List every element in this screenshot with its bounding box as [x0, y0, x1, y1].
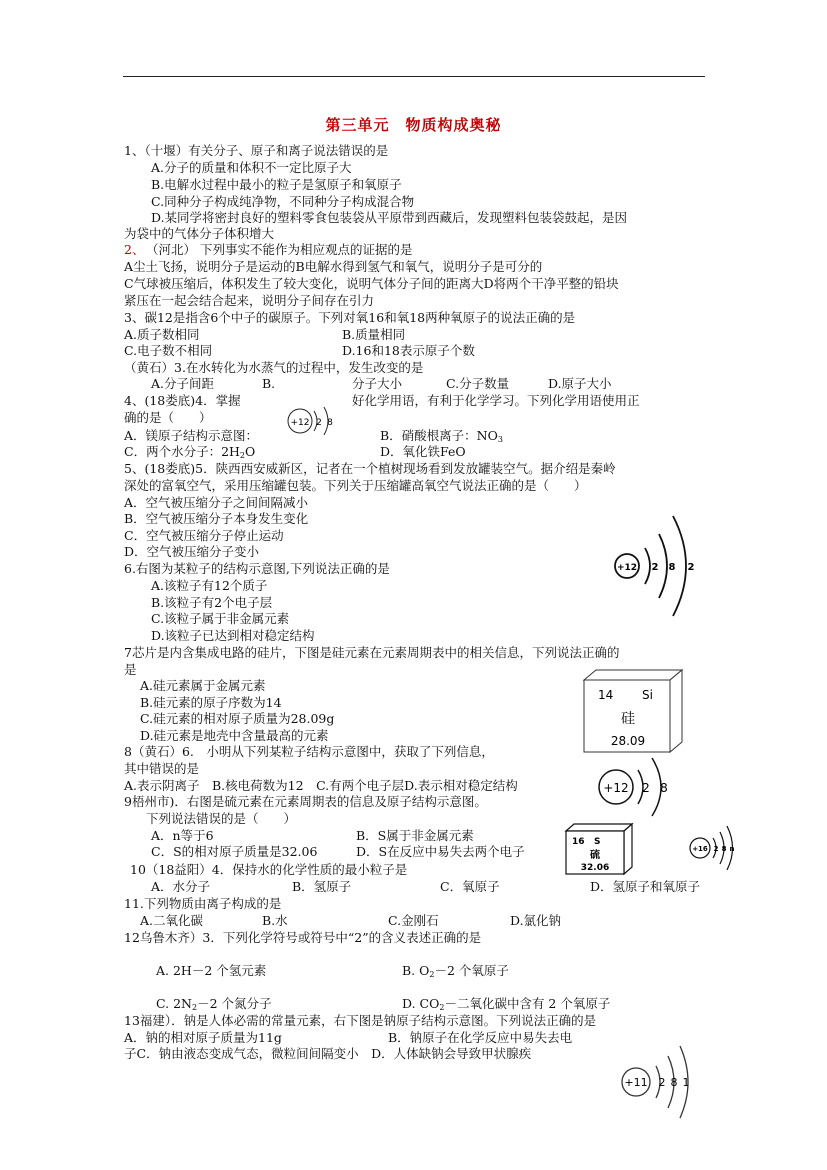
card-side-face — [624, 824, 632, 874]
question-4-end: 确的是（ ） — [124, 410, 212, 425]
nucleus-charge: +16 — [692, 845, 708, 853]
element-symbol: S — [594, 837, 601, 847]
q5-option-c: C．空气被压缩分子停止运动 — [124, 528, 284, 543]
magnesium-atom-diagram — [284, 400, 352, 444]
q12-option-c: C. $2N_2-2$ 个氮分子 — [156, 996, 272, 1012]
q4-option-c: C．两个水分子：$2H_2O$ — [124, 444, 256, 460]
q3-option-a: A.质子数相同 — [124, 327, 200, 342]
q12-option-a: A. 2H－2 个氢元素 — [156, 963, 267, 978]
card-top-face — [584, 670, 682, 680]
question-9: 9梧州市)．右图是硫元素在元素周期表的信息及原子结构示意图。 — [124, 794, 487, 809]
sulfur-atom-diagram — [688, 820, 738, 876]
q1-option-b: B.电解水过程中最小的粒子是氢原子和氧原子 — [151, 177, 402, 192]
shell-electrons: 2 — [658, 1076, 666, 1089]
question-9-cont: 下列说法错误的是（ ） — [146, 811, 297, 826]
q10-option-c: C．氧原子 — [440, 879, 500, 894]
nucleus-charge: +12 — [616, 563, 638, 573]
element-name: 硫 — [590, 850, 600, 861]
element-symbol: Si — [642, 688, 653, 702]
card-top-face — [566, 824, 632, 831]
shell-electrons: 8 — [670, 1076, 678, 1089]
q12-option-d: D. $CO_2-$二氧化碳中含有 2 个氧原子 — [402, 996, 611, 1012]
question-5-cont: 深处的富氧空气，采用压缩罐包装。下列关于压缩罐高氧空气说法正确的是（ ） — [124, 478, 587, 493]
question-2: （河北） 下列事实不能作为相应观点的证据的是 — [146, 242, 413, 257]
question-4-cont: 好化学用语，有利于化学学习。下列化学用语使用正 — [352, 393, 640, 408]
q9-option-a: A．n等于6 — [151, 828, 214, 843]
atomic-number: 16 — [572, 837, 585, 847]
shell-electrons: 8 — [721, 845, 727, 853]
q13-option-a: A．钠的相对原子质量为11g — [124, 1030, 282, 1045]
q5-option-a: A．空气被压缩分子之间间隔减小 — [124, 495, 309, 510]
question-11: 11.下列物质由离子构成的是 — [124, 896, 282, 911]
q12-option-b: B. $O_2-2$ 个氧原子 — [402, 963, 509, 979]
sodium-atom-diagram — [616, 1044, 696, 1120]
question-6: 6.右图为某粒子的结构示意图,下列说法正确的是 — [124, 561, 390, 576]
q10-option-a: A．水分子 — [151, 879, 211, 894]
q9-option-c: C．S的相对原子质量是32.06 — [151, 844, 318, 859]
q3x-option-a: A.分子间距 — [151, 376, 215, 391]
atomic-mass: 28.09 — [610, 734, 646, 748]
q11-option-d: D.氯化钠 — [510, 913, 562, 928]
question-1: 1、（十堰）有关分子、原子和离子说法错误的是 — [124, 143, 389, 158]
question-3x: （黄石）3.在水转化为水蒸气的过程中，发生改变的是 — [124, 360, 424, 375]
nucleus-charge: +11 — [624, 1076, 648, 1089]
question-3: 3、碳12是指含6个中子的碳原子。下列对氧16和氧18两种氧原子的说法正确的是 — [124, 310, 576, 325]
question-13: 13福建）．钠是人体必需的常量元素，右下图是钠原子结构示意图。下列说法正确的是 — [124, 1013, 597, 1028]
nucleus-charge: +12 — [603, 781, 629, 795]
element-name: 硅 — [621, 711, 635, 727]
shell-electrons: 2 — [316, 418, 322, 428]
question-10: 10（18益阳）4．保持水的化学性质的最小粒子是 — [130, 862, 408, 877]
q7-option-d: D.硅元素是地壳中含量最高的元素 — [140, 728, 329, 743]
q4-option-d: D．氧化铁FeO — [380, 444, 466, 459]
q11-option-a: A.二氧化碳 — [140, 913, 204, 928]
nucleus-charge: +12 — [290, 418, 310, 428]
shell-electrons: 8 — [668, 562, 676, 573]
shell-electrons: 2 — [713, 845, 719, 853]
q1-option-d-cont: 为袋中的气体分子体积增大 — [124, 226, 275, 241]
q3-option-c: C.电子数不相同 — [124, 343, 213, 358]
q3x-option-b: B. — [262, 376, 276, 391]
particle-structure-diagram — [605, 510, 705, 622]
silicon-element-card — [582, 668, 684, 754]
q6-option-d: D.该粒子已达到相对稳定结构 — [151, 628, 315, 643]
q13-options-cd: 子C．钠由液态变成气态，微粒间间隔变小 D．人体缺钠会导致甲状腺疾 — [124, 1046, 532, 1061]
q13-option-b: B．钠原子在化学反应中易失去电 — [388, 1030, 573, 1045]
ion-structure-diagram — [592, 752, 676, 822]
q5-option-b: B．空气被压缩分子本身发生变化 — [124, 511, 309, 526]
sulfur-element-card — [564, 822, 634, 876]
atomic-number: 14 — [598, 688, 614, 702]
question-8: 8（黄石）6. 小明从下列某粒子结构示意图中，获取了下列信息， — [124, 744, 494, 759]
q1-option-d: D.某同学将密封良好的塑料零食包装袋从平原带到西藏后，发现塑料包装袋鼓起，是因 — [151, 210, 628, 225]
q2-options-cd-cont: 紧压在一起会结合起来，说明分子间存在引力 — [124, 293, 375, 308]
shell-electrons: n — [729, 845, 735, 853]
q6-option-c: C.该粒子属于非金属元素 — [151, 611, 290, 626]
atomic-mass: 32.06 — [580, 863, 610, 873]
shell-electrons: 8 — [660, 781, 668, 795]
q3x-option-b-text: 分子大小 — [352, 376, 403, 391]
shell-electrons: 1 — [682, 1076, 690, 1089]
q6-option-a: A.该粒子有12个质子 — [151, 578, 268, 593]
q10-option-b: B．氢原子 — [292, 879, 352, 894]
q4-option-a: A．镁原子结构示意图： — [124, 428, 259, 443]
q3-option-b: B.质量相同 — [342, 327, 406, 342]
q9-option-d: D．S在反应中易失去两个电子 — [356, 844, 525, 859]
question-4: 4、(18娄底)4．掌握 — [124, 393, 241, 408]
shell-electrons: 2 — [687, 562, 695, 573]
q7-option-a: A.硅元素属于金属元素 — [140, 678, 266, 693]
q3x-option-c: C.分子数量 — [446, 376, 510, 391]
q1-option-c: C.同种分子构成纯净物，不同种分子构成混合物 — [151, 194, 415, 209]
shell-electrons: 8 — [327, 418, 333, 428]
question-5: 5、(18娄底)5．陕西西安威新区，记者在一个植树现场看到发放罐装空气。据介绍是秦岭 — [124, 461, 616, 476]
q11-option-c: C.金刚石 — [388, 913, 439, 928]
q3x-option-d: D.原子大小 — [548, 376, 612, 391]
q11-option-b: B.水 — [262, 913, 288, 928]
q2-number: 2、 — [124, 242, 145, 257]
question-7-cont: 是 — [124, 662, 137, 677]
q2-options-cd: C气球被压缩后，体积发生了较大变化，说明气体分子间的距离大D将两个干净平整的铅块 — [124, 276, 619, 291]
q7-option-b: B.硅元素的原子序数为14 — [140, 695, 282, 710]
q1-option-a: A.分子的质量和体积不一定比原子大 — [151, 160, 352, 175]
header-rule — [123, 76, 705, 77]
question-8-cont: 其中错误的是 — [124, 761, 200, 776]
question-7: 7芯片是内含集成电路的硅片，下图是硅元素在元素周期表中的相关信息，下列说法正确的 — [124, 645, 620, 660]
q5-option-d: D．空气被压缩分子变小 — [124, 544, 260, 559]
shell-arc — [659, 534, 667, 598]
q8-options: A.表示阴离子 B.核电荷数为12 C.有两个电子层D.表示相对稳定结构 — [124, 778, 518, 793]
q7-option-c: C.硅元素的相对原子质量为28.09g — [140, 711, 335, 726]
q9-option-b: B．S属于非金属元素 — [356, 828, 474, 843]
page-title: 第三单元 物质构成奥秘 — [325, 116, 502, 134]
shell-arc — [645, 548, 650, 584]
card-side-face — [670, 670, 682, 752]
question-12: 12乌鲁木齐）3．下列化学符号或符号中“2”的含义表述正确的是 — [124, 930, 482, 945]
q4-option-b: B．硝酸根离子：$NO_3$ — [380, 428, 503, 444]
shell-electrons: 2 — [642, 781, 650, 795]
q3-option-d: D.16和18表示原子个数 — [342, 343, 475, 358]
q10-option-d: D．氢原子和氧原子 — [590, 879, 701, 894]
q6-option-b: B.该粒子有2个电子层 — [151, 595, 273, 610]
shell-electrons: 2 — [651, 562, 659, 573]
q2-options-ab: A尘土飞扬，说明分子是运动的B电解水得到氢气和氧气，说明分子是可分的 — [124, 259, 543, 274]
